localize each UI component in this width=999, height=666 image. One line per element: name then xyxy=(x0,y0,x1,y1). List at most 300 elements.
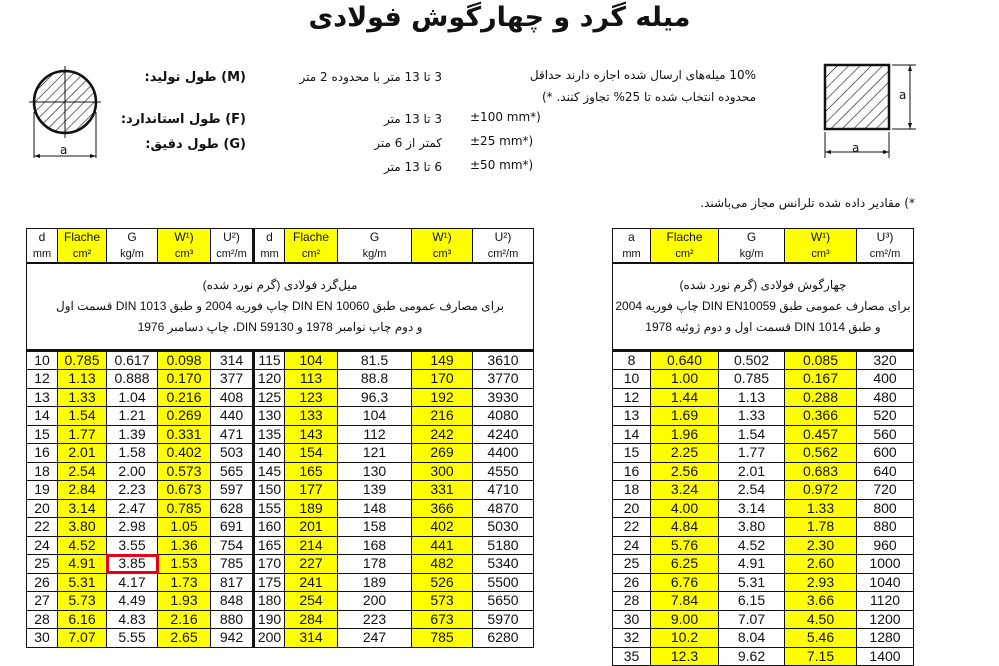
cell-g: 247 xyxy=(338,629,412,648)
cell-g: 81.5 xyxy=(338,351,412,370)
cell-flache: 4.91 xyxy=(58,555,107,574)
cell-u: 880 xyxy=(211,610,254,629)
cell-u: 4400 xyxy=(473,444,534,463)
cell-w: 1.53 xyxy=(158,555,211,574)
tolerance-footnote: *) مقادیر داده شده تلرانس مجاز می‌باشند. xyxy=(700,196,915,210)
cell-g: 5.55 xyxy=(107,629,158,648)
cell-a: 26 xyxy=(613,573,651,592)
cell-u: 640 xyxy=(857,462,914,481)
round-bar-table xyxy=(26,228,534,648)
table-row xyxy=(613,592,914,611)
cell-g: 5.31 xyxy=(719,573,785,592)
round-desc-2: برای مصارف عمومی طبق DIN EN 10060 چاپ فوریه 2004 و طبق DIN 1013 قسمت اول xyxy=(56,298,504,313)
header-unit-d: mm xyxy=(254,246,285,263)
cell-w: 0.167 xyxy=(785,370,857,389)
cell-flache: 3.80 xyxy=(58,518,107,537)
header-a: a xyxy=(613,229,651,246)
cell-d: 180 xyxy=(254,592,285,611)
cell-d: 135 xyxy=(254,425,285,444)
square-desc-1: چهارگوش فولادی (گرم نورد شده) xyxy=(679,277,847,292)
cell-u: 5030 xyxy=(473,518,534,537)
cell-g: 0.502 xyxy=(719,351,785,370)
square-desc-2: برای مصارف عمومی طبق DIN EN10059 چاپ فوریه 2004 xyxy=(615,298,911,313)
cell-w: 5.46 xyxy=(785,629,857,648)
cell-u: 520 xyxy=(857,407,914,426)
param-standard-length-tol: ±100 mm*) xyxy=(470,110,541,124)
cell-flache: 10.2 xyxy=(651,629,719,648)
cell-d: 16 xyxy=(27,444,58,463)
cell-d: 200 xyxy=(254,629,285,648)
cell-a: 14 xyxy=(613,425,651,444)
cell-g: 121 xyxy=(338,444,412,463)
cell-g: 168 xyxy=(338,536,412,555)
square-dim-label-side: a xyxy=(899,88,907,102)
param-production-length-value: 3 تا 13 متر با محدوده 2 متر xyxy=(299,70,442,84)
cell-w: 269 xyxy=(412,444,473,463)
cell-d: 28 xyxy=(27,610,58,629)
cell-u: 597 xyxy=(211,481,254,500)
cell-flache: 6.16 xyxy=(58,610,107,629)
cell-u: 3610 xyxy=(473,351,534,370)
cell-flache: 2.25 xyxy=(651,444,719,463)
cell-flache: 5.73 xyxy=(58,592,107,611)
cell-w: 0.683 xyxy=(785,462,857,481)
cell-g: 88.8 xyxy=(338,370,412,389)
cell-g: 189 xyxy=(338,573,412,592)
table-row xyxy=(613,481,914,500)
header-unit-u: cm²/m xyxy=(857,246,914,263)
cell-u: 5180 xyxy=(473,536,534,555)
cell-flache: 214 xyxy=(285,536,338,555)
cell-flache: 2.84 xyxy=(58,481,107,500)
cell-u: 3930 xyxy=(473,388,534,407)
cell-g: 7.07 xyxy=(719,610,785,629)
cell-d: 120 xyxy=(254,370,285,389)
table-row xyxy=(27,592,534,611)
cell-u: 600 xyxy=(857,444,914,463)
cell-flache: 0.785 xyxy=(58,351,107,370)
cell-u: 1000 xyxy=(857,555,914,574)
cell-flache: 143 xyxy=(285,425,338,444)
cell-u: 754 xyxy=(211,536,254,555)
cell-w: 366 xyxy=(412,499,473,518)
round-bar-section-icon xyxy=(25,62,115,162)
cell-w: 785 xyxy=(412,629,473,648)
cell-w: 0.573 xyxy=(158,462,211,481)
cell-w: 0.331 xyxy=(158,425,211,444)
cell-w: 0.288 xyxy=(785,388,857,407)
cell-a: 24 xyxy=(613,536,651,555)
cell-a: 28 xyxy=(613,592,651,611)
cell-flache: 3.14 xyxy=(58,499,107,518)
cell-w: 2.93 xyxy=(785,573,857,592)
cell-w: 573 xyxy=(412,592,473,611)
cell-g: 4.17 xyxy=(107,573,158,592)
cell-w: 2.65 xyxy=(158,629,211,648)
table-row xyxy=(27,518,534,537)
cell-g: 3.55 xyxy=(107,536,158,555)
cell-d: 130 xyxy=(254,407,285,426)
table-row xyxy=(613,370,914,389)
cell-g: 2.23 xyxy=(107,481,158,500)
table-row xyxy=(613,573,914,592)
cell-w: 0.562 xyxy=(785,444,857,463)
param-production-length-label: (M) طول تولید: xyxy=(144,70,246,85)
cell-g: 158 xyxy=(338,518,412,537)
table-row xyxy=(27,444,534,463)
cell-g: 104 xyxy=(338,407,412,426)
round-desc-3: و دوم چاپ نوامبر 1978 و DIN 59130، چاپ دسامبر 1976 xyxy=(137,319,423,334)
square-desc-3: و طبق DIN 1014 قسمت اول و دوم ژوئیه 1978 xyxy=(645,319,881,334)
header-unit-u: cm²/m xyxy=(473,246,534,263)
header-unit-w: cm³ xyxy=(785,246,857,263)
cell-u: 471 xyxy=(211,425,254,444)
cell-g: 200 xyxy=(338,592,412,611)
header-flache: Flache xyxy=(58,229,107,246)
cell-u: 880 xyxy=(857,518,914,537)
cell-w: 0.457 xyxy=(785,425,857,444)
table-row xyxy=(613,388,914,407)
table-row xyxy=(613,647,914,666)
cell-flache: 7.07 xyxy=(58,629,107,648)
param-exact-length-tol-2: ±50 mm*) xyxy=(470,158,534,172)
cell-u: 560 xyxy=(857,425,914,444)
cell-d: 15 xyxy=(27,425,58,444)
header-unit-w: cm³ xyxy=(158,246,211,263)
cell-g: 148 xyxy=(338,499,412,518)
table-row xyxy=(27,629,534,648)
cell-flache: 2.01 xyxy=(58,444,107,463)
table-row xyxy=(613,351,914,370)
cell-flache: 123 xyxy=(285,388,338,407)
cell-w: 673 xyxy=(412,610,473,629)
cell-w: 0.216 xyxy=(158,388,211,407)
cell-flache: 7.84 xyxy=(651,592,719,611)
cell-a: 13 xyxy=(613,407,651,426)
page-title: میله گرد و چهارگوش فولادی xyxy=(308,2,691,33)
cell-g: 112 xyxy=(338,425,412,444)
cell-u: 628 xyxy=(211,499,254,518)
param-exact-length-tol-1: ±25 mm*) xyxy=(470,134,534,148)
cell-a: 10 xyxy=(613,370,651,389)
table-row xyxy=(613,629,914,648)
cell-u: 400 xyxy=(857,370,914,389)
cell-a: 12 xyxy=(613,388,651,407)
cell-d: 175 xyxy=(254,573,285,592)
header-unit-g: kg/m xyxy=(338,246,412,263)
header-unit-flache: cm² xyxy=(285,246,338,263)
header-w: W¹) xyxy=(158,229,211,246)
cell-flache: 1.96 xyxy=(651,425,719,444)
cell-u: 800 xyxy=(857,499,914,518)
cell-a: 35 xyxy=(613,647,651,666)
cell-u: 848 xyxy=(211,592,254,611)
table-row xyxy=(27,610,534,629)
table-row xyxy=(613,555,914,574)
cell-w: 4.50 xyxy=(785,610,857,629)
cell-a: 30 xyxy=(613,610,651,629)
cell-u: 1280 xyxy=(857,629,914,648)
cell-w: 1.05 xyxy=(158,518,211,537)
cell-flache: 113 xyxy=(285,370,338,389)
table-row xyxy=(613,518,914,537)
cell-g: 2.47 xyxy=(107,499,158,518)
cell-flache: 1.44 xyxy=(651,388,719,407)
header-u: U²) xyxy=(211,229,254,246)
cell-g: 3.80 xyxy=(719,518,785,537)
cell-u: 5340 xyxy=(473,555,534,574)
cell-a: 25 xyxy=(613,555,651,574)
cell-u: 6280 xyxy=(473,629,534,648)
cell-flache: 5.76 xyxy=(651,536,719,555)
cell-g: 178 xyxy=(338,555,412,574)
cell-g: 1.58 xyxy=(107,444,158,463)
cell-w: 149 xyxy=(412,351,473,370)
cell-g: 1.13 xyxy=(719,388,785,407)
cell-w: 0.972 xyxy=(785,481,857,500)
cell-u: 942 xyxy=(211,629,254,648)
header-unit-g: kg/m xyxy=(107,246,158,263)
cell-w: 2.16 xyxy=(158,610,211,629)
cell-d: 22 xyxy=(27,518,58,537)
cell-a: 8 xyxy=(613,351,651,370)
square-bar-section-icon xyxy=(820,60,920,160)
cell-g: 1.21 xyxy=(107,407,158,426)
param-exact-length-value-1: کمتر از 6 متر xyxy=(374,136,442,150)
cell-u: 377 xyxy=(211,370,254,389)
cell-u: 320 xyxy=(857,351,914,370)
cell-g: 3.14 xyxy=(719,499,785,518)
table-row xyxy=(27,388,534,407)
header-u: U²) xyxy=(473,229,534,246)
cell-u: 691 xyxy=(211,518,254,537)
cell-a: 16 xyxy=(613,462,651,481)
header-unit-u: cm²/m xyxy=(211,246,254,263)
cell-g: 8.04 xyxy=(719,629,785,648)
cell-d: 30 xyxy=(27,629,58,648)
table-row xyxy=(27,407,534,426)
cell-g: 2.01 xyxy=(719,462,785,481)
round-table-description xyxy=(27,263,534,351)
cell-w: 0.402 xyxy=(158,444,211,463)
table-row xyxy=(613,610,914,629)
header-w: W¹) xyxy=(785,229,857,246)
param-exact-length-value-2: 6 تا 13 متر xyxy=(383,160,442,174)
header-d: d xyxy=(27,229,58,246)
cell-d: 24 xyxy=(27,536,58,555)
cell-flache: 227 xyxy=(285,555,338,574)
table-row xyxy=(27,499,534,518)
cell-u: 4240 xyxy=(473,425,534,444)
cell-u: 480 xyxy=(857,388,914,407)
cell-w: 0.269 xyxy=(158,407,211,426)
cell-u: 720 xyxy=(857,481,914,500)
cell-a: 18 xyxy=(613,481,651,500)
cell-u: 314 xyxy=(211,351,254,370)
table-row xyxy=(27,370,534,389)
cell-d: 165 xyxy=(254,536,285,555)
cell-flache: 104 xyxy=(285,351,338,370)
cell-d: 170 xyxy=(254,555,285,574)
cell-flache: 12.3 xyxy=(651,647,719,666)
round-desc-1: میل‌گرد فولادی (گرم نورد شده) xyxy=(202,277,358,292)
cell-w: 1.36 xyxy=(158,536,211,555)
cell-g: 4.49 xyxy=(107,592,158,611)
cell-d: 115 xyxy=(254,351,285,370)
cell-d: 19 xyxy=(27,481,58,500)
cell-g: 1.77 xyxy=(719,444,785,463)
cell-d: 10 xyxy=(27,351,58,370)
param-standard-length-label: (F) طول استاندارد: xyxy=(120,112,246,127)
cell-flache: 314 xyxy=(285,629,338,648)
cell-w: 7.15 xyxy=(785,647,857,666)
cell-flache: 284 xyxy=(285,610,338,629)
table-row xyxy=(27,425,534,444)
cell-g: 2.98 xyxy=(107,518,158,537)
cell-flache: 2.54 xyxy=(58,462,107,481)
cell-g: 139 xyxy=(338,481,412,500)
cell-flache: 1.33 xyxy=(58,388,107,407)
table-row xyxy=(613,425,914,444)
cell-w: 1.33 xyxy=(785,499,857,518)
header-unit-a: mm xyxy=(613,246,651,263)
cell-g: 6.15 xyxy=(719,592,785,611)
cell-flache: 189 xyxy=(285,499,338,518)
cell-d: 18 xyxy=(27,462,58,481)
cell-g: 2.54 xyxy=(719,481,785,500)
table-row xyxy=(613,499,914,518)
cell-w: 402 xyxy=(412,518,473,537)
cell-flache: 254 xyxy=(285,592,338,611)
cell-flache: 1.77 xyxy=(58,425,107,444)
cell-u: 1040 xyxy=(857,573,914,592)
cell-d: 26 xyxy=(27,573,58,592)
note-line-2: محدوده انتخاب شده تا 25% تجاوز کنند. *) xyxy=(541,90,756,104)
note-line-1: 10% میله‌های ارسال شده اجازه دارند حداقل xyxy=(529,68,756,82)
cell-flache: 1.54 xyxy=(58,407,107,426)
cell-g: 4.91 xyxy=(719,555,785,574)
cell-flache: 5.31 xyxy=(58,573,107,592)
header-unit-flache: cm² xyxy=(58,246,107,263)
table-row xyxy=(613,407,914,426)
cell-d: 155 xyxy=(254,499,285,518)
cell-g: 0.617 xyxy=(107,351,158,370)
cell-w: 441 xyxy=(412,536,473,555)
header-flache: Flache xyxy=(651,229,719,246)
header-unit-g: kg/m xyxy=(719,246,785,263)
cell-g: 1.04 xyxy=(107,388,158,407)
cell-g: 130 xyxy=(338,462,412,481)
cell-g: 1.39 xyxy=(107,425,158,444)
cell-a: 22 xyxy=(613,518,651,537)
cell-w: 0.098 xyxy=(158,351,211,370)
param-exact-length-label: (G) طول دقیق: xyxy=(145,137,246,152)
cell-d: 160 xyxy=(254,518,285,537)
cell-flache: 2.56 xyxy=(651,462,719,481)
cell-w: 482 xyxy=(412,555,473,574)
cell-w: 0.673 xyxy=(158,481,211,500)
square-table-description xyxy=(613,263,914,351)
cell-u: 5970 xyxy=(473,610,534,629)
cell-w: 192 xyxy=(412,388,473,407)
table-row xyxy=(27,351,534,370)
cell-g: 96.3 xyxy=(338,388,412,407)
param-standard-length-value: 3 تا 13 متر xyxy=(383,112,442,126)
cell-g: 1.54 xyxy=(719,425,785,444)
cell-flache: 1.13 xyxy=(58,370,107,389)
cell-flache: 9.00 xyxy=(651,610,719,629)
header-d: d xyxy=(254,229,285,246)
cell-flache: 241 xyxy=(285,573,338,592)
cell-flache: 6.25 xyxy=(651,555,719,574)
cell-d: 145 xyxy=(254,462,285,481)
cell-w: 216 xyxy=(412,407,473,426)
cell-w: 0.085 xyxy=(785,351,857,370)
cell-d: 125 xyxy=(254,388,285,407)
table-row xyxy=(27,536,534,555)
cell-w: 1.78 xyxy=(785,518,857,537)
cell-u: 960 xyxy=(857,536,914,555)
cell-w: 0.785 xyxy=(158,499,211,518)
cell-flache: 154 xyxy=(285,444,338,463)
highlighted-cell: 3.85 xyxy=(107,555,158,574)
round-dim-label: a xyxy=(60,143,68,157)
cell-g: 223 xyxy=(338,610,412,629)
header-flache: Flache xyxy=(285,229,338,246)
cell-flache: 201 xyxy=(285,518,338,537)
cell-u: 1120 xyxy=(857,592,914,611)
cell-a: 32 xyxy=(613,629,651,648)
table-row xyxy=(27,573,534,592)
cell-w: 0.366 xyxy=(785,407,857,426)
cell-u: 408 xyxy=(211,388,254,407)
cell-g: 4.52 xyxy=(719,536,785,555)
square-dim-label-bottom: a xyxy=(852,141,860,155)
table-row xyxy=(613,462,914,481)
cell-flache: 133 xyxy=(285,407,338,426)
cell-flache: 0.640 xyxy=(651,351,719,370)
table-row xyxy=(27,481,534,500)
cell-w: 3.66 xyxy=(785,592,857,611)
cell-flache: 1.00 xyxy=(651,370,719,389)
cell-w: 2.30 xyxy=(785,536,857,555)
square-bar-table xyxy=(612,228,914,666)
cell-g: 9.62 xyxy=(719,647,785,666)
cell-w: 2.60 xyxy=(785,555,857,574)
cell-d: 140 xyxy=(254,444,285,463)
cell-d: 20 xyxy=(27,499,58,518)
cell-flache: 4.00 xyxy=(651,499,719,518)
header-unit-flache: cm² xyxy=(651,246,719,263)
cell-flache: 1.69 xyxy=(651,407,719,426)
header-g: G xyxy=(107,229,158,246)
cell-flache: 165 xyxy=(285,462,338,481)
cell-d: 190 xyxy=(254,610,285,629)
header-w: W¹) xyxy=(412,229,473,246)
cell-u: 817 xyxy=(211,573,254,592)
cell-u: 1200 xyxy=(857,610,914,629)
cell-a: 15 xyxy=(613,444,651,463)
cell-w: 1.93 xyxy=(158,592,211,611)
header-g: G xyxy=(338,229,412,246)
cell-g: 0.888 xyxy=(107,370,158,389)
cell-d: 27 xyxy=(27,592,58,611)
header-unit-w: cm³ xyxy=(412,246,473,263)
table-row xyxy=(613,536,914,555)
cell-w: 0.170 xyxy=(158,370,211,389)
cell-flache: 6.76 xyxy=(651,573,719,592)
header-g: G xyxy=(719,229,785,246)
